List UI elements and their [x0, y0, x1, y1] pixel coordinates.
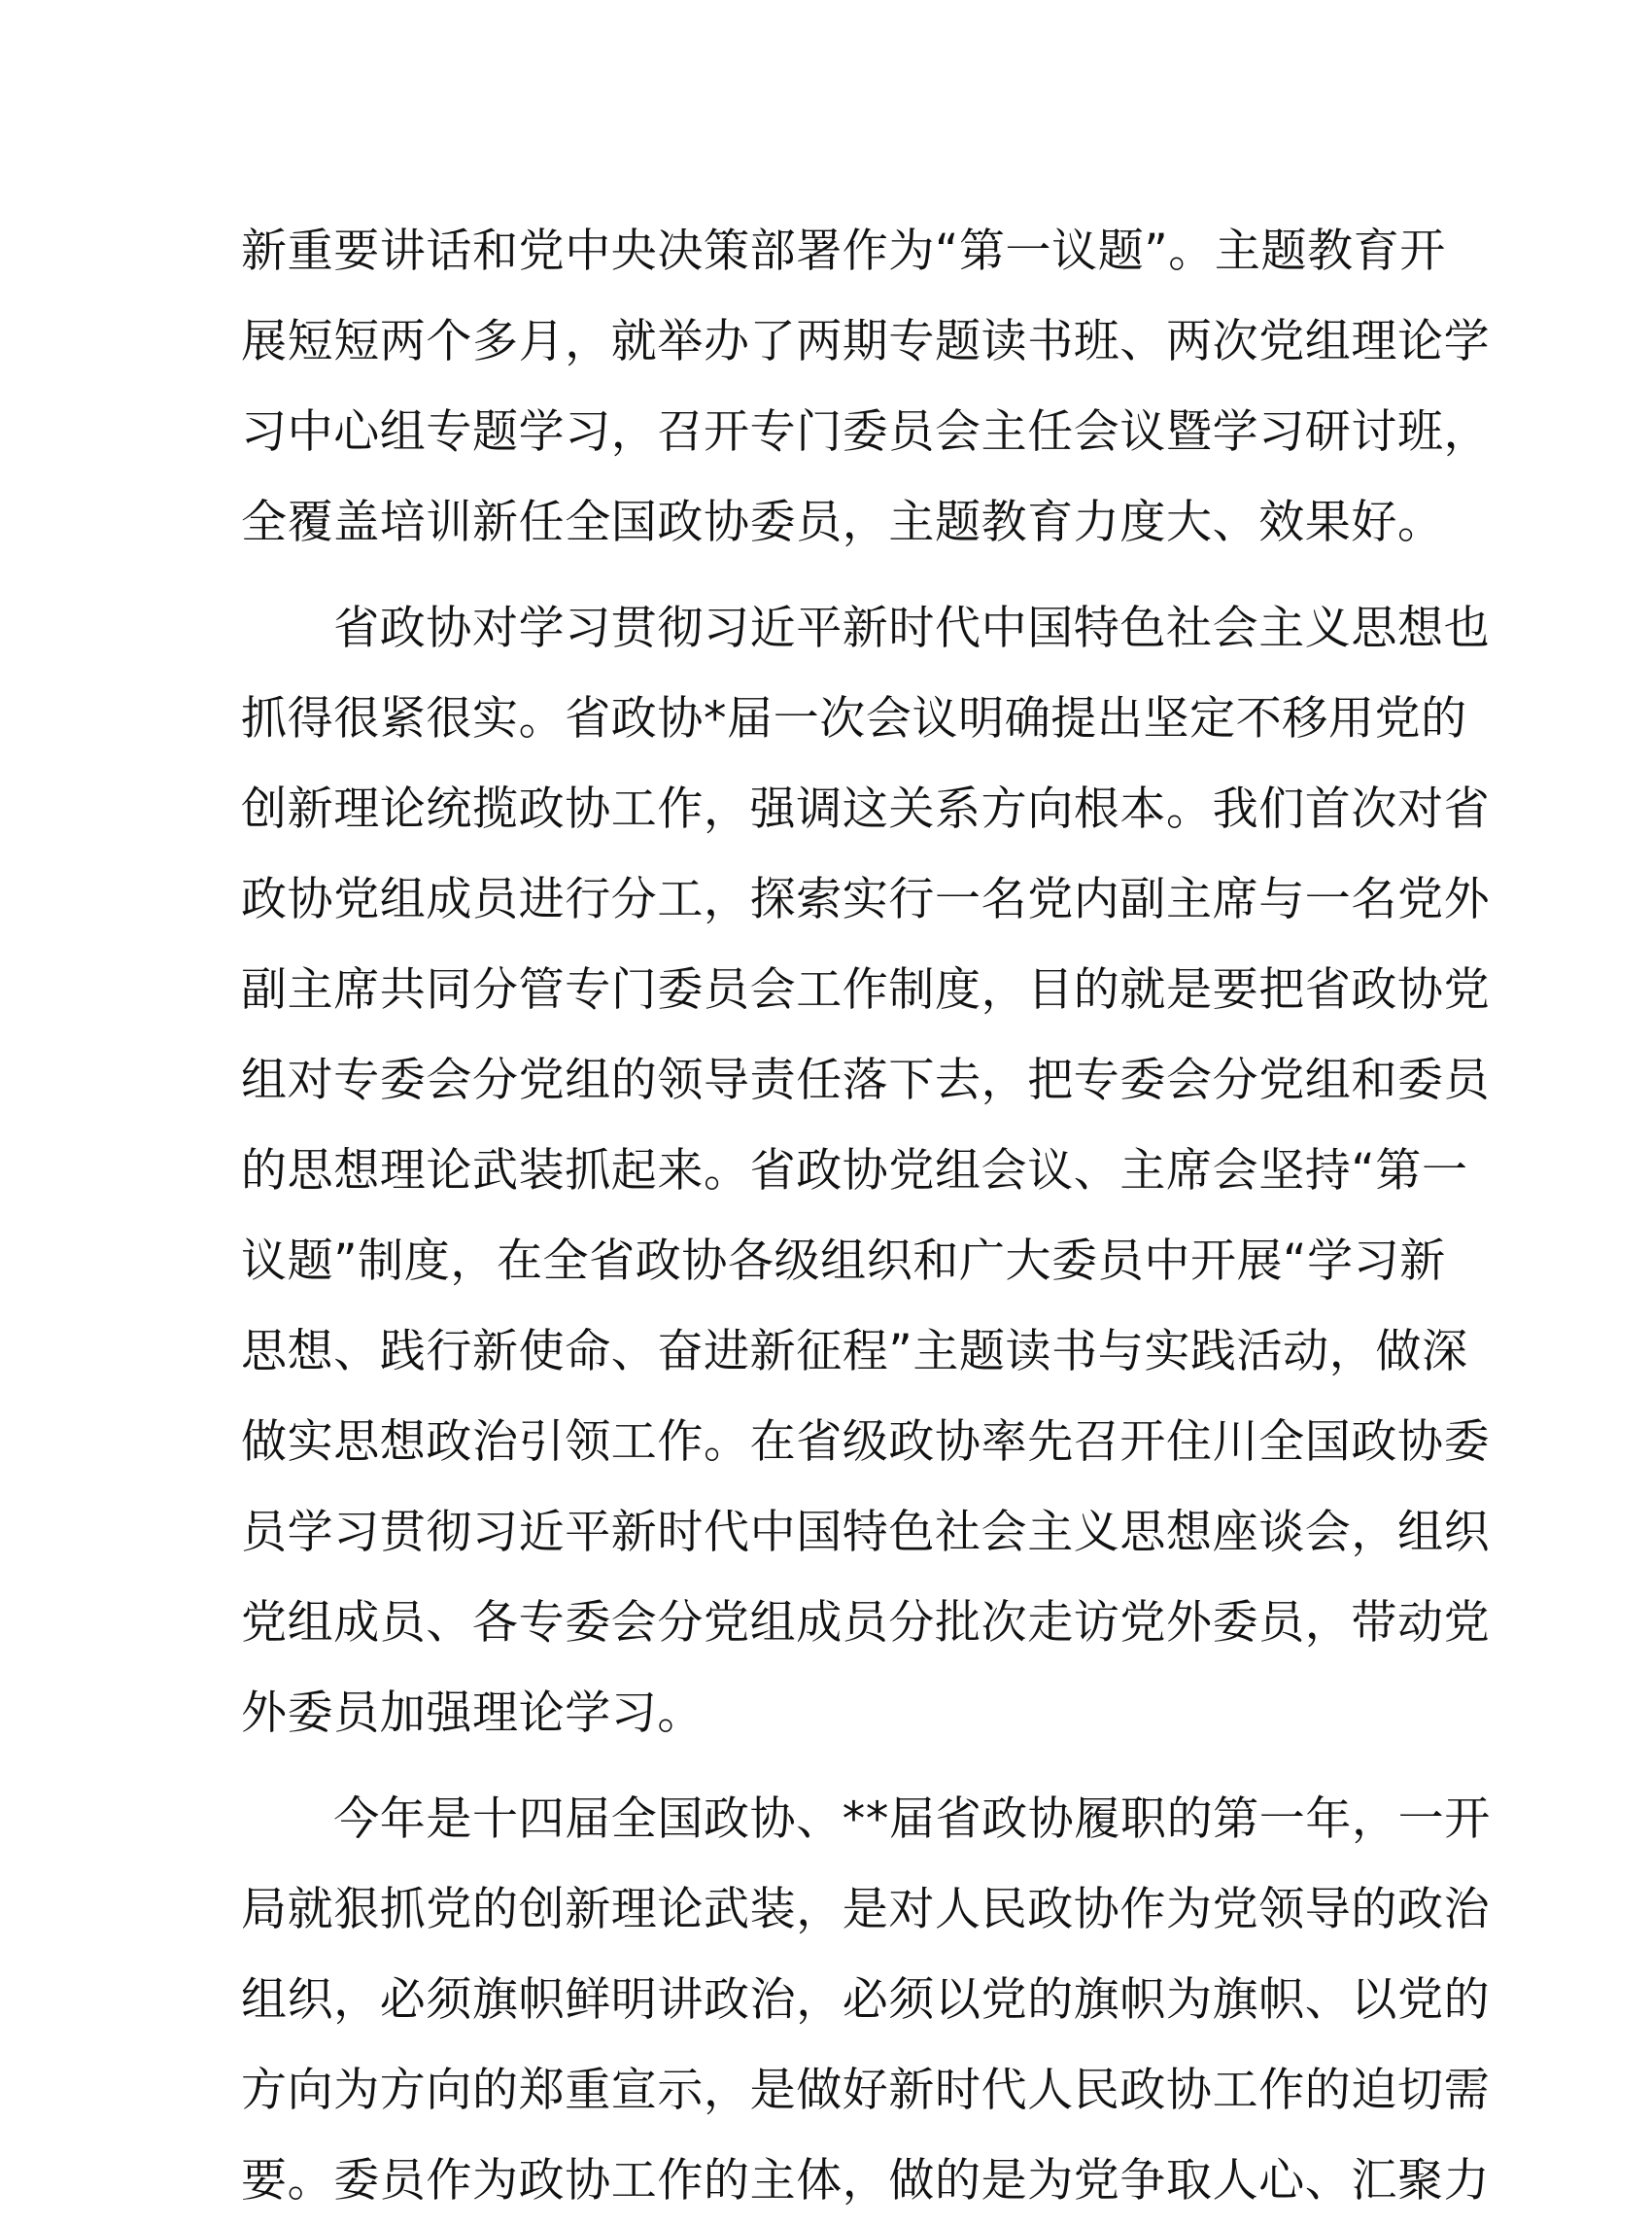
paragraph-3: [241, 1774, 1491, 2226]
text-line: 思想、践行新使命、奋进新征程”主题读书与实践活动，做深: [241, 1325, 1468, 1378]
text-line: 员学习贯彻习近平新时代中国特色社会主义思想座谈会，组织: [241, 1506, 1491, 1559]
text-line: 省政协对学习贯彻习近平新时代中国特色社会主义思想也: [241, 602, 1491, 655]
text-line: 政协党组成员进行分工，探索实行一名党内副主席与一名党外: [241, 873, 1491, 926]
text-line: 的思想理论武装抓起来。省政协党组会议、主席会坚持“第一: [241, 1144, 1468, 1198]
text-line: 全覆盖培训新任全国政协委员，主题教育力度大、效果好。: [241, 496, 1444, 549]
text-line: 抓得很紧很实。省政协*届一次会议明确提出坚定不移用党的: [241, 692, 1467, 746]
paragraph-1: [241, 206, 1491, 568]
text-line: 创新理论统揽政协工作，强调这关系方向根本。我们首次对省: [241, 783, 1491, 836]
paragraph-2: [241, 583, 1491, 1758]
text-line: 外委员加强理论学习。: [241, 1687, 704, 1740]
text-line: 新重要讲话和党中央决策部署作为“第一议题”。主题教育开: [241, 225, 1446, 278]
text-line: 议题”制度，在全省政协各级组织和广大委员中开展“学习新: [241, 1235, 1446, 1288]
text-line: 局就狠抓党的创新理论武装，是对人民政协作为党领导的政治: [241, 1883, 1491, 1936]
text-line: 今年是十四届全国政协、**届省政协履职的第一年，一开: [241, 1792, 1491, 1846]
text-line: 党组成员、各专委会分党组成员分批次走访党外委员，带动党: [241, 1596, 1491, 1650]
text-line: 组对专委会分党组的领导责任落下去，把专委会分党组和委员: [241, 1054, 1491, 1107]
text-line: 组织，必须旗帜鲜明讲政治，必须以党的旗帜为旗帜、以党的: [241, 1973, 1491, 2027]
text-line: 副主席共同分管专门委员会工作制度，目的就是要把省政协党: [241, 963, 1491, 1017]
text-line: 方向为方向的郑重宣示，是做好新时代人民政协工作的迫切需: [241, 2064, 1491, 2117]
text-line: 做实思想政治引领工作。在省级政协率先召开住川全国政协委: [241, 1415, 1491, 1469]
document-body: [241, 206, 1491, 2226]
text-line: 要。委员作为政协工作的主体，做的是为党争取人心、汇聚力: [241, 2154, 1491, 2208]
text-line: 展短短两个多月，就举办了两期专题读书班、两次党组理论学: [241, 315, 1491, 368]
text-line: 习中心组专题学习，召开专门委员会主任会议暨学习研讨班，: [241, 405, 1491, 459]
